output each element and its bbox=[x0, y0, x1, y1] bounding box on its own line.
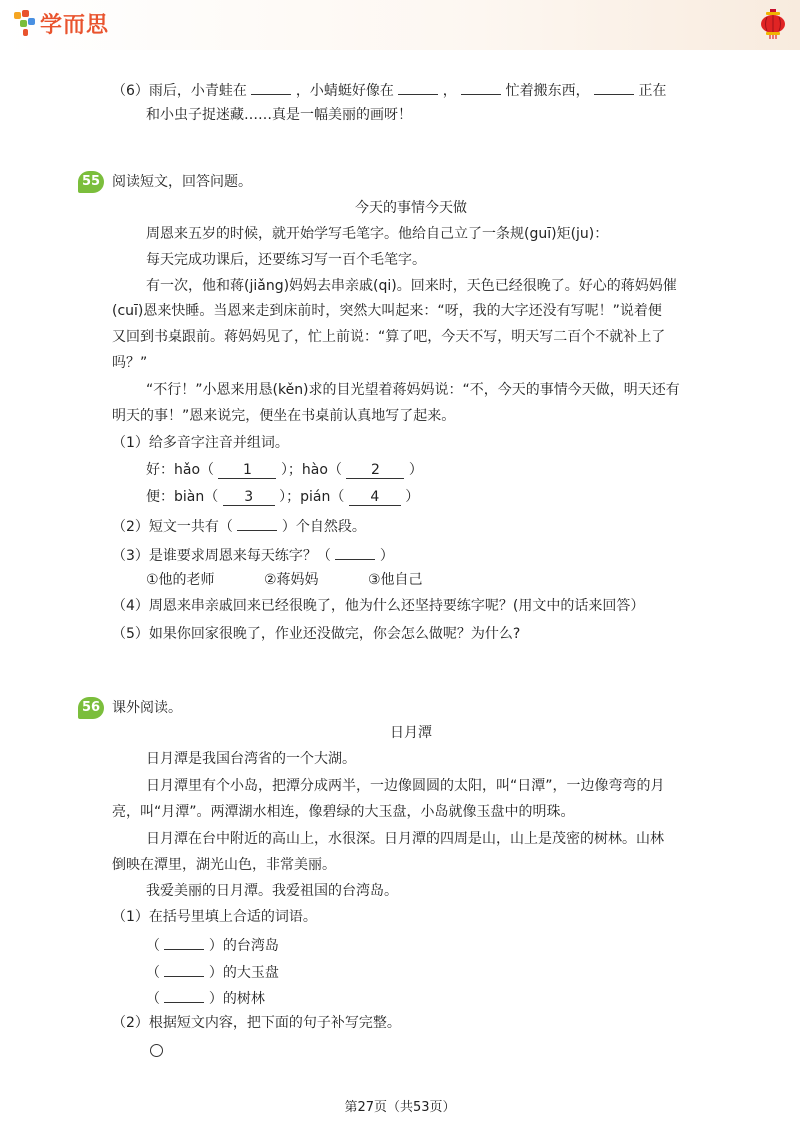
passage-paragraph: 日月潭是我国台湾省的一个大湖。 bbox=[146, 751, 356, 767]
answer-blank[interactable] bbox=[398, 78, 438, 95]
answer-blank[interactable]: 2 bbox=[346, 461, 404, 479]
q6-line-1: （6）雨后，小青蛙在 ，小蜻蜓好像在 ， 忙着搬东西， 正在 bbox=[112, 78, 667, 101]
answer-blank[interactable] bbox=[594, 78, 634, 95]
passage-paragraph: 我爱美丽的日月潭。我爱祖国的台湾岛。 bbox=[146, 883, 398, 899]
choice-option: ③他自己 bbox=[368, 572, 423, 588]
question-number-badge: 55 bbox=[78, 171, 104, 193]
passage-paragraph-cont: 倒映在潭里，湖光山色，非常美丽。 bbox=[112, 857, 336, 873]
answer-blank[interactable] bbox=[164, 960, 204, 977]
circle-bullet-icon bbox=[150, 1040, 163, 1060]
brand-name: 学而思 bbox=[40, 13, 110, 38]
sub-question-4: （4）周恩来串亲戚回来已经很晚了，他为什么还坚持要练字呢？(用文中的话来回答） bbox=[112, 598, 645, 614]
q6-line-2: 和小虫子捉迷藏……真是一幅美丽的画呀！ bbox=[146, 107, 412, 123]
answer-blank[interactable]: 4 bbox=[349, 488, 401, 506]
fill-item: （ ）的大玉盘 bbox=[146, 960, 279, 983]
sub-question-1: （1）给多音字注音并组词。 bbox=[112, 435, 289, 451]
passage-paragraph-cont: 吗？” bbox=[112, 355, 148, 371]
passage-title: 今天的事情今天做 bbox=[355, 200, 467, 216]
question-number-badge: 56 bbox=[78, 697, 104, 719]
passage-paragraph: 有一次，他和蒋(jiǎng)妈妈去串亲戚(qi)。回来时，天色已经很晚了。好心的蒋妈妈催 bbox=[146, 278, 677, 294]
question-prompt: 课外阅读。 bbox=[112, 700, 182, 716]
passage-paragraph: 每天完成功课后，还要练习写一百个毛笔字。 bbox=[146, 252, 426, 268]
brand-logo bbox=[14, 8, 109, 39]
answer-blank[interactable] bbox=[251, 78, 291, 95]
sub-question-1: （1）在括号里填上合适的词语。 bbox=[112, 909, 317, 925]
passage-paragraph: “不行！”小恩来用恳(kěn)求的目光望着蒋妈妈说：“不，今天的事情今天做，明天还有 bbox=[146, 382, 680, 398]
answer-blank[interactable] bbox=[164, 986, 204, 1003]
polyphone-hao-row: 好：hǎo（ 1 ）；hào（ 2 ） bbox=[146, 462, 423, 478]
question-prompt: 阅读短文，回答问题。 bbox=[112, 174, 252, 190]
answer-blank[interactable]: 1 bbox=[218, 461, 276, 479]
passage-paragraph-cont: (cuī)恩来快睡。当恩来走到床前时，突然大叫起来：“呀，我的大字还没有写呢！”说着便 bbox=[112, 303, 662, 319]
fill-item: （ ）的台湾岛 bbox=[146, 933, 279, 956]
page-header bbox=[0, 0, 800, 50]
answer-blank[interactable] bbox=[164, 933, 204, 950]
passage-paragraph-cont: 明天的事！”恩来说完，便坐在书桌前认真地写了起来。 bbox=[112, 408, 456, 424]
answer-blank[interactable] bbox=[237, 514, 277, 531]
sub-question-2: （2）根据短文内容，把下面的句子补写完整。 bbox=[112, 1015, 401, 1031]
sub-question-3: （3）是谁要求周恩来每天练字？（ ） bbox=[112, 543, 394, 566]
polyphone-bian-row: 便：biàn（ 3 ）；pián（ 4 ） bbox=[146, 489, 420, 505]
answer-blank[interactable] bbox=[335, 543, 375, 560]
choice-option: ①他的老师 bbox=[146, 572, 215, 588]
brand-logo-icon bbox=[14, 10, 36, 38]
sub-question-5: （5）如果你回家很晚了，作业还没做完，你会怎么做呢？为什么? bbox=[112, 626, 521, 642]
passage-paragraph: 日月潭在台中附近的高山上，水很深。日月潭的四周是山，山上是茂密的树林。山林 bbox=[146, 831, 664, 847]
choice-option: ②蒋妈妈 bbox=[264, 572, 319, 588]
page-number: 第27页（共53页） bbox=[344, 1100, 456, 1115]
passage-paragraph-cont: 又回到书桌跟前。蒋妈妈见了，忙上前说：“算了吧，今天不写，明天写二百个不就补上了 bbox=[112, 329, 666, 345]
answer-blank[interactable] bbox=[461, 78, 501, 95]
passage-title: 日月潭 bbox=[390, 725, 432, 741]
lantern-icon bbox=[760, 9, 786, 39]
passage-paragraph-cont: 亮，叫“月潭”。两潭湖水相连，像碧绿的大玉盘，小岛就像玉盘中的明珠。 bbox=[112, 804, 575, 820]
sub-question-2: （2）短文一共有（ ）个自然段。 bbox=[112, 514, 366, 537]
fill-item: （ ）的树林 bbox=[146, 986, 265, 1009]
passage-paragraph: 日月潭里有个小岛，把潭分成两半，一边像圆圆的太阳，叫“日潭”，一边像弯弯的月 bbox=[146, 778, 665, 794]
passage-paragraph: 周恩来五岁的时候，就开始学写毛笔字。他给自己立了一条规(guī)矩(ju)： bbox=[146, 226, 609, 242]
answer-blank[interactable]: 3 bbox=[223, 488, 275, 506]
